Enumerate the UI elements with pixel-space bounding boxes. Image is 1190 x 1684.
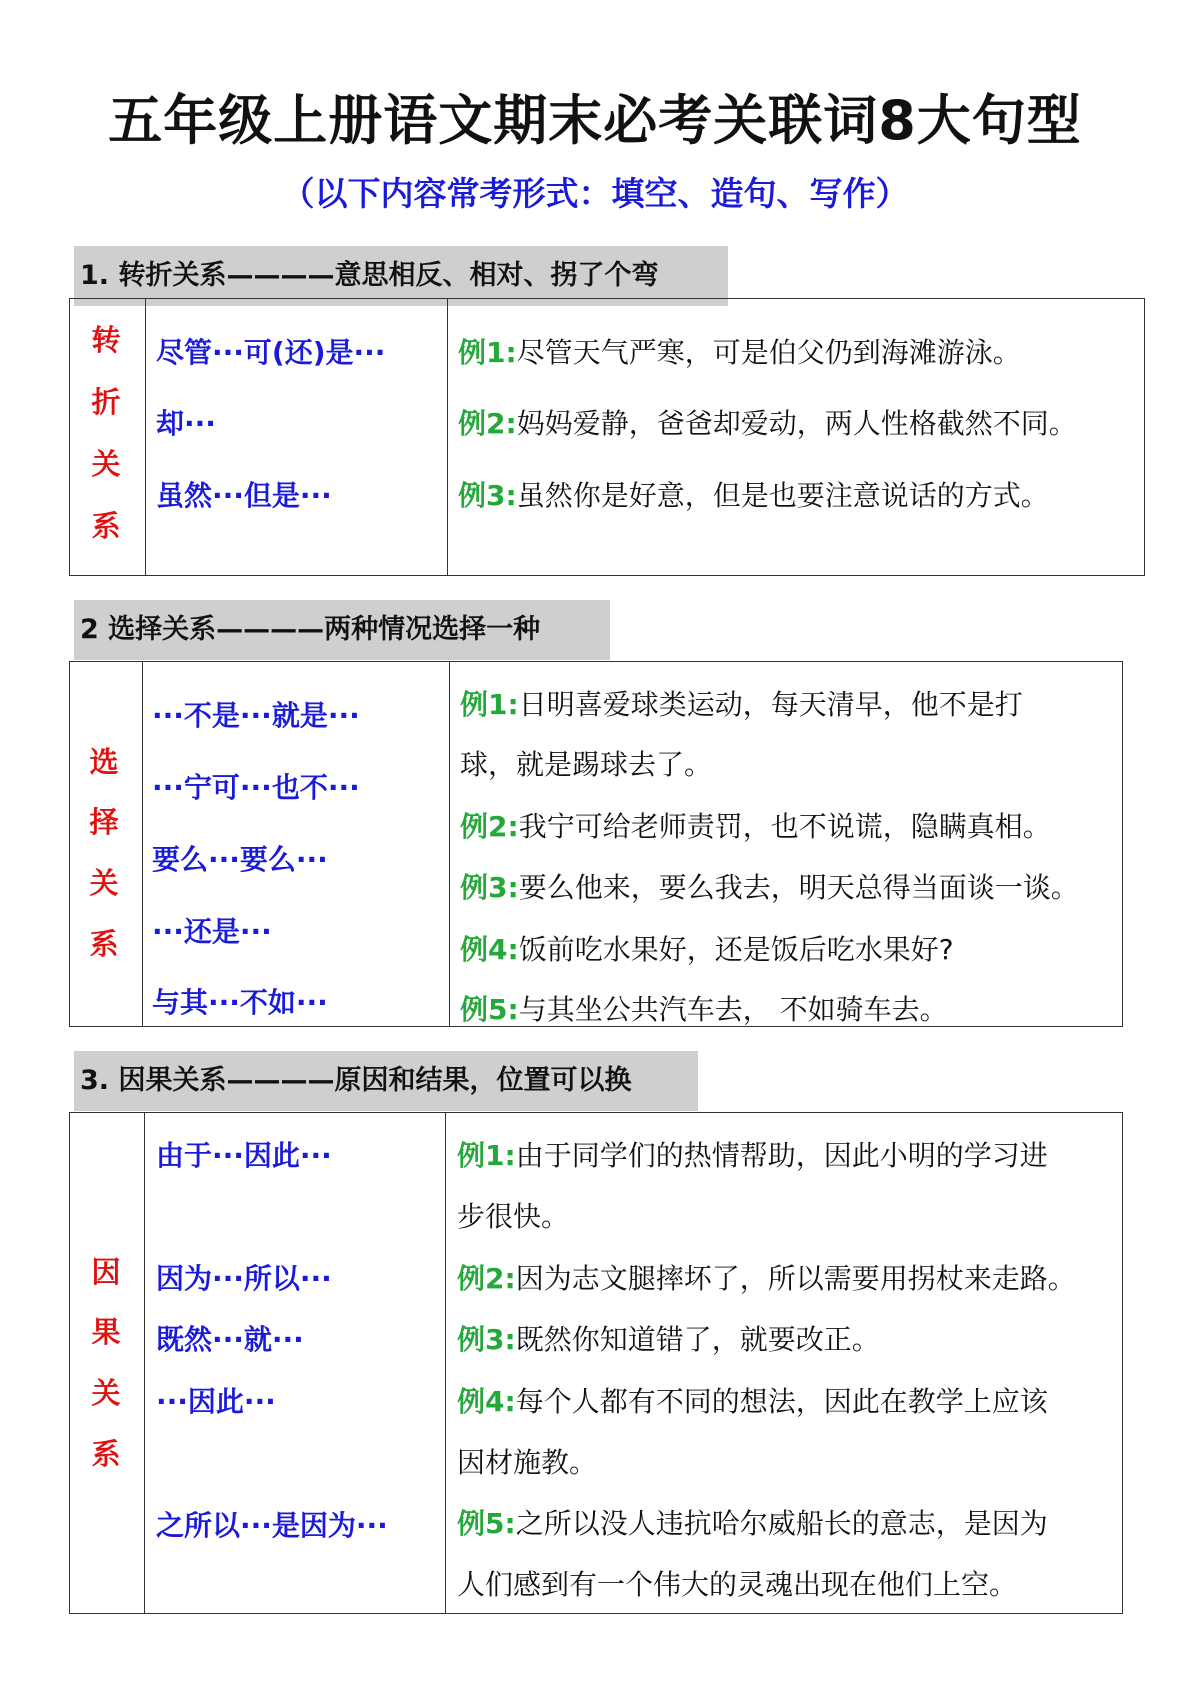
category-char: 果 — [91, 1315, 121, 1349]
category-char: 因 — [91, 1255, 121, 1289]
page-subtitle: （以下内容常考形式：填空、造句、写作） — [281, 174, 909, 213]
example-label: 例1: — [458, 336, 517, 369]
example-sentence — [458, 402, 1077, 442]
example-text: 因为志文腿摔坏了，所以需要用拐杖来走路。 — [515, 1262, 1076, 1295]
conjunction-item: ···因此··· — [156, 1385, 276, 1418]
conjunction-item: ···不是···就是··· — [152, 699, 360, 732]
example-text: 要么他来，要么我去，明天总得当面谈一谈。 — [518, 871, 1079, 904]
conjunction-item: 之所以···是因为··· — [156, 1509, 388, 1542]
example-label: 例2: — [457, 1262, 516, 1295]
example-text: 之所以没人违抗哈尔威船长的意志，是因为 — [515, 1507, 1048, 1540]
example-label: 例1: — [457, 1139, 516, 1172]
example-text: 既然你知道错了，就要改正。 — [515, 1323, 880, 1356]
example-label: 例3: — [460, 871, 519, 904]
page-title: 五年级上册语文期末必考关联词8大句型 — [108, 89, 1082, 152]
category-char: 选 — [89, 745, 119, 779]
section-header-cause-effect: 3. 因果关系————原因和结果，位置可以换 — [74, 1051, 698, 1111]
category-char: 关 — [91, 447, 121, 481]
conjunction-item: ···宁可···也不··· — [152, 771, 360, 804]
example-sentence — [457, 1134, 1048, 1174]
conjunction-item: 由于···因此··· — [156, 1139, 332, 1172]
example-sentence — [457, 1257, 1076, 1297]
example-sentence-continued: 球，就是踢球去了。 — [460, 748, 713, 781]
category-char: 关 — [89, 866, 119, 900]
example-sentence-continued: 人们感到有一个伟大的灵魂出现在他们上空。 — [457, 1568, 1018, 1601]
example-label: 例2: — [460, 810, 519, 843]
conjunction-item: 要么···要么··· — [152, 843, 328, 876]
section-header-choice: 2 选择关系————两种情况选择一种 — [74, 600, 610, 660]
example-sentence-continued: 步很快。 — [457, 1200, 570, 1233]
example-text: 饭前吃水果好，还是饭后吃水果好? — [518, 933, 954, 966]
example-text: 虽然你是好意，但是也要注意说话的方式。 — [516, 479, 1049, 512]
example-text: 尽管天气严寒，可是伯父仍到海滩游泳。 — [516, 336, 1021, 369]
example-sentence — [460, 805, 1051, 845]
category-char: 择 — [89, 805, 119, 839]
example-text: 妈妈爱静，爸爸却爱动，两人性格截然不同。 — [516, 407, 1077, 440]
conjunction-item: 既然···就··· — [156, 1323, 304, 1356]
conjunction-item: 却··· — [156, 407, 216, 440]
example-sentence — [460, 866, 1079, 906]
conjunction-item: 与其···不如··· — [152, 986, 328, 1019]
conjunction-item: 因为···所以··· — [156, 1262, 332, 1295]
example-text: 每个人都有不同的想法，因此在教学上应该 — [515, 1385, 1048, 1418]
example-label: 例5: — [457, 1507, 516, 1540]
example-label: 例4: — [460, 933, 519, 966]
example-label: 例1: — [460, 688, 519, 721]
example-sentence-continued: 因材施教。 — [457, 1446, 598, 1479]
category-char: 系 — [91, 1437, 121, 1471]
example-sentence — [460, 928, 954, 968]
example-label: 例3: — [457, 1323, 516, 1356]
category-char: 系 — [89, 927, 119, 961]
example-sentence — [458, 474, 1049, 514]
example-label: 例2: — [458, 407, 517, 440]
example-sentence — [460, 988, 948, 1028]
example-text: 日明喜爱球类运动，每天清早，他不是打 — [518, 688, 1023, 721]
example-sentence — [458, 331, 1021, 371]
example-text: 由于同学们的热情帮助，因此小明的学习进 — [515, 1139, 1048, 1172]
category-char: 系 — [91, 509, 121, 543]
example-sentence — [457, 1318, 880, 1358]
example-text: 我宁可给老师责罚，也不说谎，隐瞒真相。 — [518, 810, 1051, 843]
example-text: 与其坐公共汽车去， 不如骑车去。 — [518, 993, 948, 1026]
category-char: 转 — [91, 323, 121, 357]
category-char: 关 — [91, 1376, 121, 1410]
conjunction-item: 尽管···可(还)是··· — [156, 336, 386, 369]
example-label: 例5: — [460, 993, 519, 1026]
example-sentence — [457, 1380, 1048, 1420]
example-sentence — [460, 683, 1023, 723]
example-label: 例4: — [457, 1385, 516, 1418]
conjunction-item: 虽然···但是··· — [156, 479, 332, 512]
category-char: 折 — [91, 385, 121, 419]
example-label: 例3: — [458, 479, 517, 512]
conjunction-item: ···还是··· — [152, 915, 272, 948]
section-header-transition: 1. 转折关系————意思相反、相对、拐了个弯 — [74, 246, 728, 306]
example-sentence — [457, 1502, 1048, 1542]
